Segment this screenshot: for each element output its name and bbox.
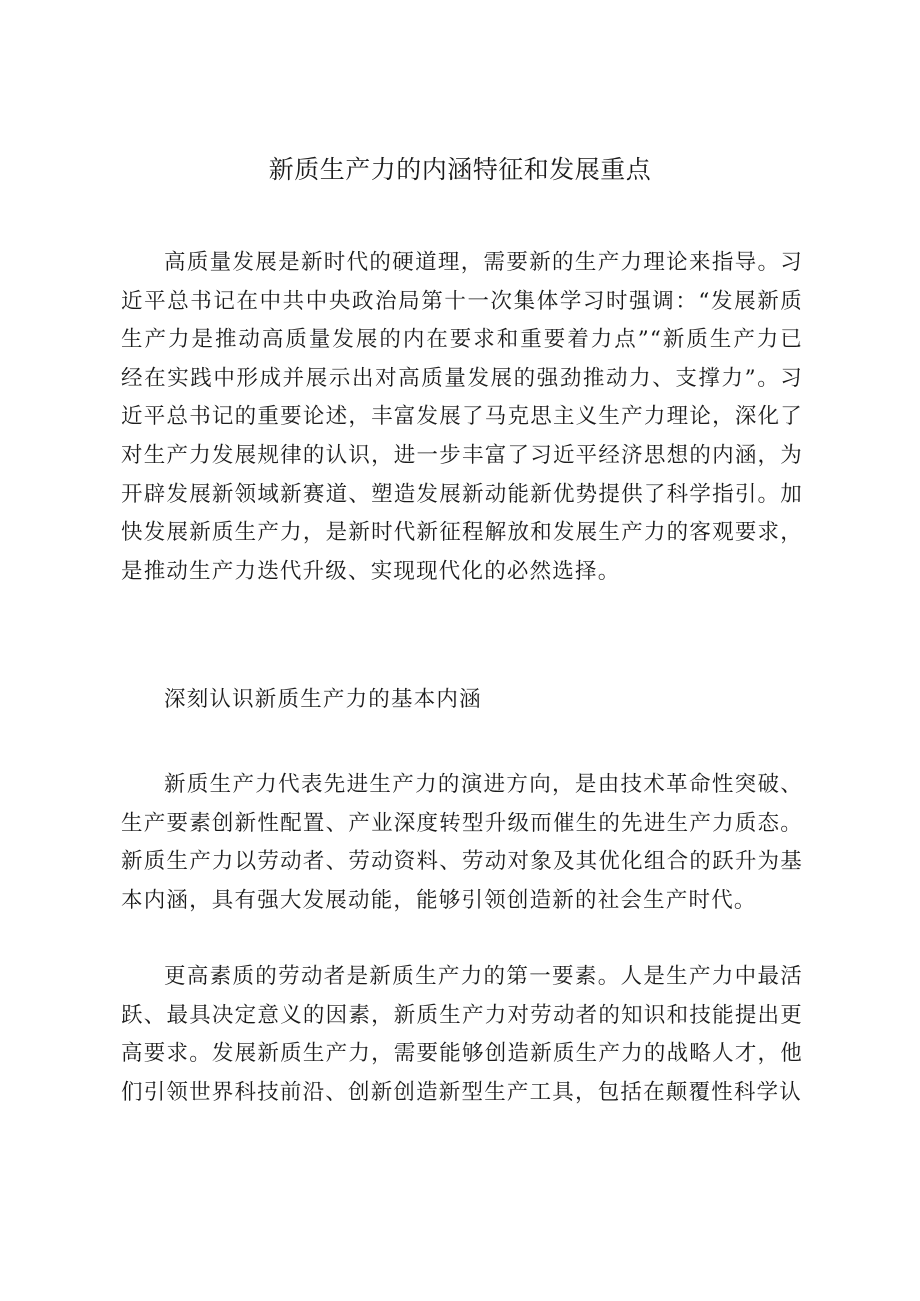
paragraph-definition: 新质生产力代表先进生产力的演进方向，是由技术革命性突破、生产要素创新性配置、产业深度转型升级而催生的先进生产力质态。新质生产力以劳动者、劳动资料、劳动对象及其优化组合的跃升为基本内涵，具有强大发展动能，能够引领创造新的社会生产时代。 [121, 772, 803, 913]
document-title: 新质生产力的内涵特征和发展重点 [268, 155, 652, 184]
paragraph-intro: 高质量发展是新时代的硬道理，需要新的生产力理论来指导。习近平总书记在中共中央政治局第十一次集体学习时强调：“发展新质生产力是推动高质量发展的内在要求和重要着力点”“新质生产力已经在实践中形成并展示出对高质量发展的强劲推动力、支撑力”。习近平总书记的重要论述，丰富发展了马克思主义生产力理论，深化了对生产力发展规律的认识，进一步丰富了习近平经济思想的内涵，为开辟发展新领域新赛道、塑造发展新动能新优势提供了科学指引。加快发展新质生产力，是新时代新征程解放和发展生产力的客观要求，是推动生产力迭代升级、实现现代化的必然选择。 [121, 250, 803, 584]
section-heading: 深刻认识新质生产力的基本内涵 [164, 687, 482, 712]
paragraph-labor: 更高素质的劳动者是新质生产力的第一要素。人是生产力中最活跃、最具决定意义的因素，新质生产力对劳动者的知识和技能提出更高要求。发展新质生产力，需要能够创造新质生产力的战略人才，他们引领世界科技前沿、创新创造新型生产工具，包括在颠覆性科学认 [121, 964, 803, 1105]
